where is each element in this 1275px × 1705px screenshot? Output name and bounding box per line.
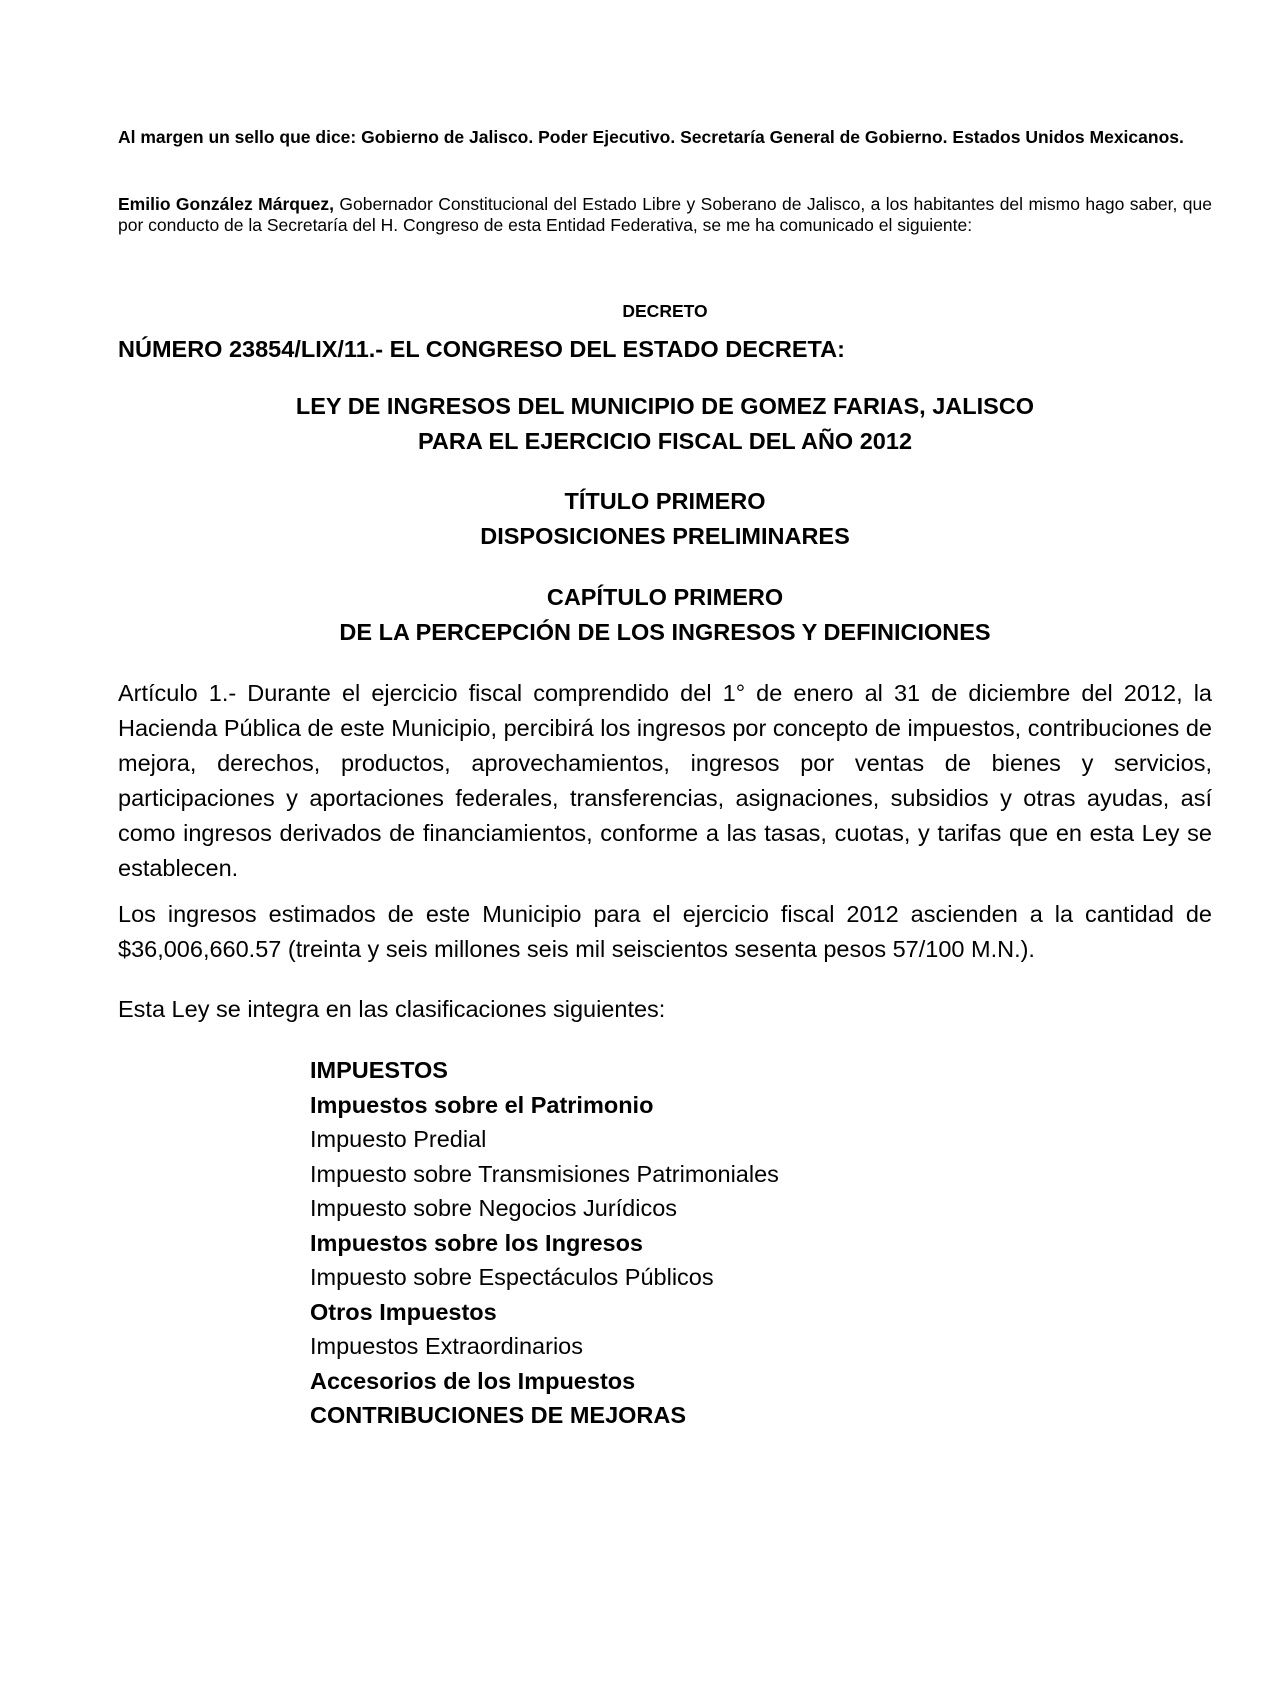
classification-item: Impuestos Extraordinarios bbox=[310, 1333, 583, 1359]
classification-item: Impuestos sobre los Ingresos bbox=[310, 1229, 644, 1256]
article1-paragraph3: Esta Ley se integra en las clasificaciones siguientes: bbox=[118, 996, 666, 1022]
chapter-heading bbox=[118, 580, 1212, 650]
decree-number-line: NÚMERO 23854/LIX/11.- EL CONGRESO DEL ESTADO DECRETA: bbox=[118, 336, 845, 362]
classification-item: Impuesto sobre Negocios Jurídicos bbox=[310, 1195, 678, 1221]
classification-item: IMPUESTOS bbox=[310, 1057, 448, 1083]
governor-name: Emilio González Márquez, bbox=[118, 194, 334, 214]
governor-text: Gobernador Constitucional del Estado Libre y Soberano de Jalisco, a los habitantes del mismo hago saber, que por conducto de la Secretaría del H. Congreso de esta Entidad Federativa, se me ha comunicado el siguiente: bbox=[118, 194, 1212, 235]
chapter-line1: CAPÍTULO PRIMERO bbox=[546, 584, 784, 610]
classification-item: Otros Impuestos bbox=[310, 1298, 497, 1325]
classification-item: Impuesto sobre Transmisiones Patrimoniales bbox=[310, 1160, 779, 1187]
governor-paragraph bbox=[118, 194, 1212, 236]
law-title-line1: LEY DE INGRESOS DEL MUNICIPIO DE GOMEZ FARIAS, JALISCO bbox=[295, 393, 1035, 419]
seal-note: Al margen un sello que dice: Gobierno de Jalisco. Poder Ejecutivo. Secretaría General de Gobierno. Estados Unidos Mexicanos. bbox=[118, 127, 1184, 147]
article1-paragraph2: Los ingresos estimados de este Municipio para el ejercicio fiscal 2012 ascienden a la cantidad de $36,006,660.57 (treinta y seis millones seis mil seiscientos sesenta pesos 57/100 M.N.). bbox=[118, 901, 1212, 962]
chapter-line2: DE LA PERCEPCIÓN DE LOS INGRESOS Y DEFINICIONES bbox=[339, 619, 991, 645]
law-title bbox=[118, 389, 1212, 459]
classification-item: Impuestos sobre el Patrimonio bbox=[310, 1091, 654, 1118]
classification-item: CONTRIBUCIONES DE MEJORAS bbox=[310, 1402, 687, 1428]
decree-label: DECRETO bbox=[622, 301, 708, 321]
article1-paragraph1: Artículo 1.- Durante el ejercicio fiscal comprendido del 1° de enero al 31 de diciembre del 2012, la Hacienda Pública de este Municipio, percibirá los ingresos por concepto de impuestos, contribuciones de mejora, derechos, productos, aprovechamientos, ingresos por ventas de bienes y servicios, participaciones y aportaciones federales, transferencias, asignaciones, subsidios y otras ayudas, así como ingresos derivados de financiamientos, conforme a las tasas, cuotas, y tarifas que en esta Ley se establecen. bbox=[118, 680, 1212, 881]
classification-item: Impuesto sobre Espectáculos Públicos bbox=[310, 1264, 714, 1290]
title-section-line2: DISPOSICIONES PRELIMINARES bbox=[480, 523, 850, 549]
law-title-line2: PARA EL EJERCICIO FISCAL DEL AÑO 2012 bbox=[417, 428, 913, 454]
title-section-line1: TÍTULO PRIMERO bbox=[564, 488, 766, 514]
classification-item: Accesorios de los Impuestos bbox=[310, 1367, 636, 1394]
classification-item: Impuesto Predial bbox=[310, 1126, 487, 1152]
classification-list bbox=[310, 1053, 1190, 1433]
title-section bbox=[118, 484, 1212, 554]
